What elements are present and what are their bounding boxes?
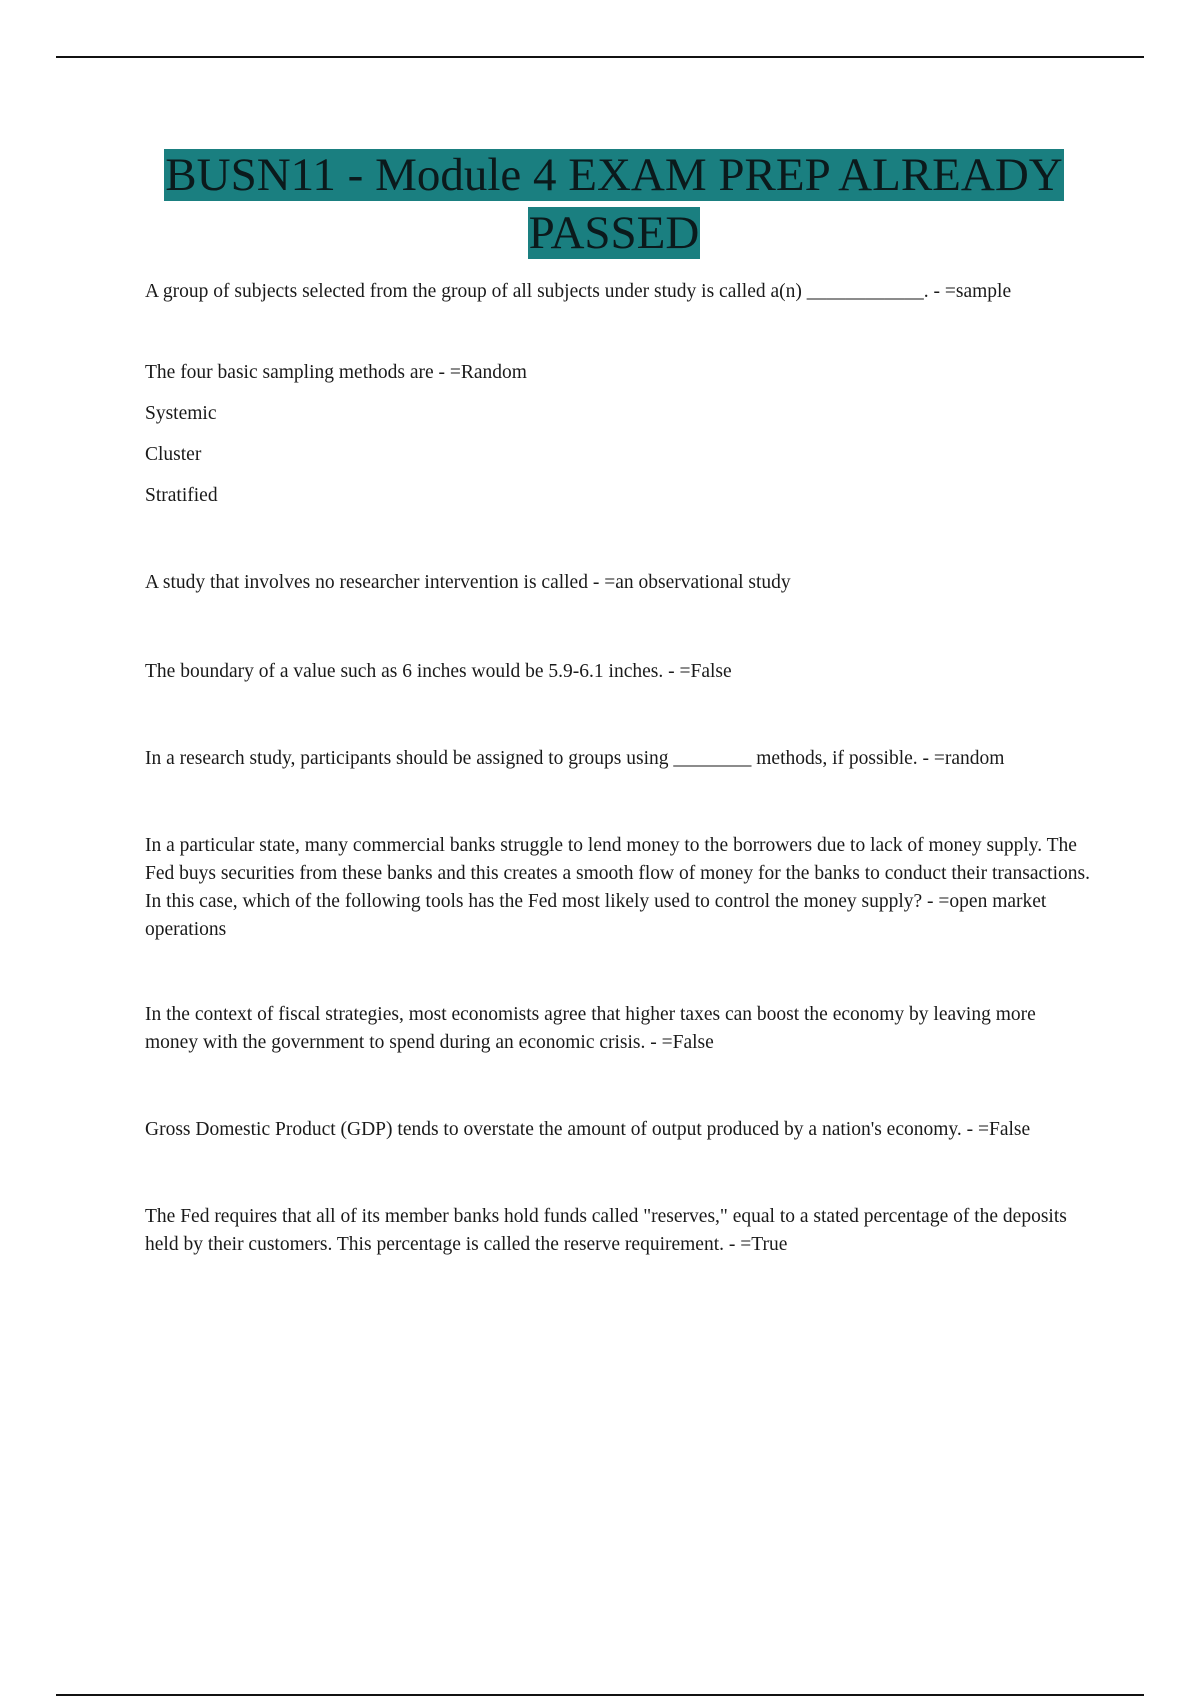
qa-item: [145, 1203, 1090, 1259]
list-item: Cluster: [145, 444, 202, 465]
qa-item: [145, 832, 1090, 944]
qa-item: [145, 359, 1090, 510]
qa-text: In the context of fiscal strategies, most economists agree that higher taxes can boost the economy by leaving more money with the government to spend during an economic crisis. - =False: [145, 1004, 1036, 1053]
list-item: Systemic: [145, 403, 217, 424]
qa-item: [145, 1001, 1090, 1057]
qa-text: A study that involves no researcher intervention is called - =an observational study: [145, 572, 791, 593]
qa-text: In a particular state, many commercial banks struggle to lend money to the borrowers due to lack of money supply. The Fed buys securities from these banks and this creates a smooth flow of money for the banks to conduct their transactions. In this case, which of the following tools has the Fed most likely used to control the money supply? - =open market operations: [145, 835, 1090, 940]
qa-item: [145, 745, 1090, 773]
top-divider: [56, 56, 1144, 58]
qa-item: [145, 658, 1090, 686]
qa-text: The Fed requires that all of its member banks hold funds called "reserves," equal to a stated percentage of the deposits held by their customers. This percentage is called the reserve requirement. - =True: [145, 1206, 1067, 1255]
qa-text: A group of subjects selected from the group of all subjects under study is called a(n) ____________. - =sample: [145, 281, 1012, 302]
list-item: Stratified: [145, 485, 218, 506]
qa-text: The boundary of a value such as 6 inches would be 5.9-6.1 inches. - =False: [145, 661, 732, 682]
qa-text: The four basic sampling methods are - =Random: [145, 362, 527, 383]
qa-item: [145, 278, 1090, 306]
document-body: [145, 278, 1090, 1259]
qa-text: Gross Domestic Product (GDP) tends to overstate the amount of output produced by a nation's economy. - =False: [145, 1119, 1031, 1140]
title-highlight: BUSN11 - Module 4 EXAM PREP ALREADY PASSED: [165, 149, 1063, 259]
qa-text: In a research study, participants should be assigned to groups using ________ methods, if possible. - =random: [145, 748, 1005, 769]
qa-item: [145, 1116, 1090, 1144]
bottom-divider: [56, 1694, 1144, 1696]
qa-item: [145, 569, 1090, 597]
document-title: [140, 146, 1088, 262]
